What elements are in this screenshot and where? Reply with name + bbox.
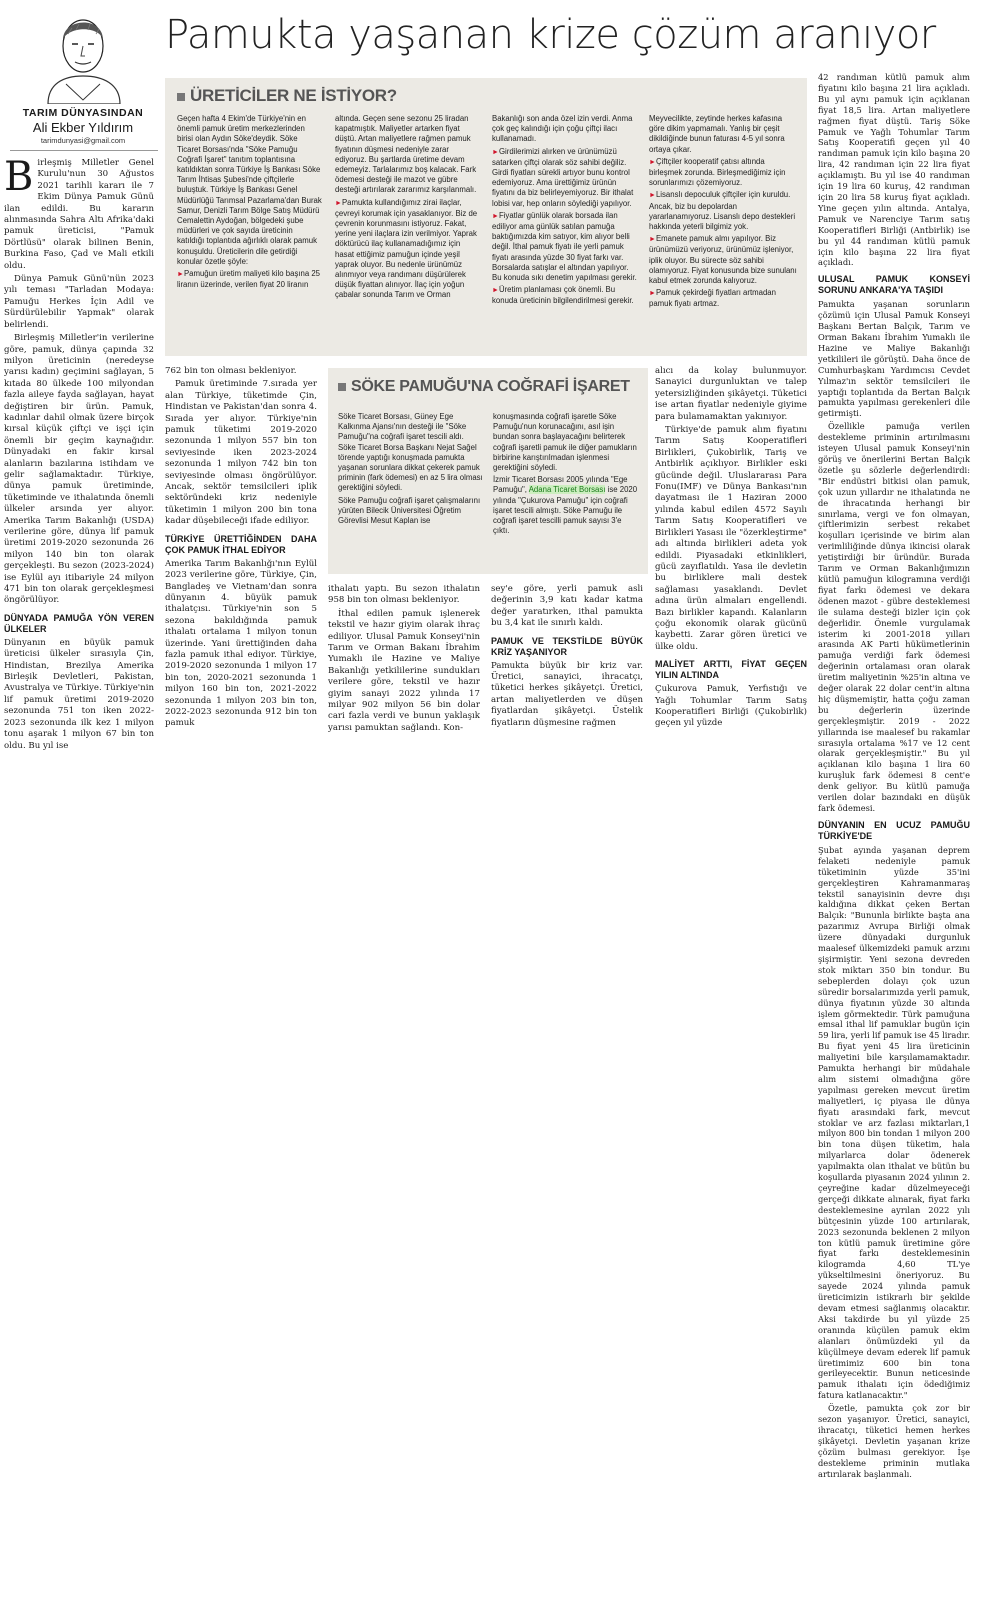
headline: Pamukta yaşanan krize çözüm aranıyor — [165, 12, 936, 58]
paragraph: ithalatı yaptı. Bu sezon ithalatın 958 bin ton olması bekleniyor. — [328, 584, 480, 606]
paragraph: Dünya Pamuk Günü'nün 2023 yılı teması "Tarladan Modaya: Pamuğu Herkes İçin Adil ve Sürdürülebilir Yapmak" olarak belirlendi. — [4, 274, 154, 330]
paragraph: Şubat ayında yaşanan deprem felaketi nedeniyle pamuk tüketiminin yüzde 35'ini gerçekleştiren Kahramanmaraş tekstil sanayisinin devre dışı kaldığına dikkat çeken Bertan Balçık: "Bununla birlikte başta ana pazarımız Avrupa Birliği olmak üzere dünyadaki durgunluk maalesef ülkemizdeki pamuk arzını şişirmiştir. Yeni sezona devreden stok miktarı 350 bin tondur. Bu sebeplerden dolayı çok uzun süredir borsalarımızda yerli pamuk, dünya fiyatının yüzde 30 altında işlem görmektedir. Türk pamuğuna emsal ithal lif pamuklar bugün için 59 lira, yerli lif pamuk ise 45 liradır. Bu fiyat yeni 45 lira üreticinin maliyetini bile karşılamamaktadır. Pamukta herhangi bir müdahale alım sistemi olmadığına göre yapılması gereken mevcut üretim maliyetleri, iç piyasa ile dünya fiyatı arasındaki fark, mevcut stoklar ve arz fazlası miktarları,1 milyon 800 bin tondan 1 milyon 200 bin tona düşen tüketim, hala milyarlarca dolar ödenerek yapılmakta olan ithalat ve bütün bu koşullarda piyasanın 2024 yılının 2. çeyreğine kadar düzelmeyeceği gerçeği dikkate alınarak, fiyat farkı desteklemesine ayrılan 2022 yılı bütçesinin yüzde 100 artırılarak, 2023 sezonunda beklenen 2 milyon ton kütlü pamuk üretimine göre fiyat farkı desteklemesinin kilogramda 4,60 TL'ye yükseltilmesini öneriyoruz. Bu sayede 2024 yılında pamuk üreticimizin istikrarlı bir şekilde devam etmesi sağlanmış olacaktır. Aksi takdirde bu yıl yüzde 25 oranında küçülen pamuk ekim alanları önümüzdeki yıl da küçülmeye devam ederek lif pamuk üretimimiz 600 bin tona gerileyecektir. Bunun neticesinde pamuk ithalatı için ödediğimiz fatura katlanacaktır." — [818, 844, 970, 1401]
arrow-bullet-icon: ► — [492, 148, 499, 156]
arrow-bullet-icon: ► — [492, 287, 499, 295]
byline-rule — [10, 150, 158, 151]
author-portrait — [28, 4, 138, 104]
paragraph: Türkiye'de pamuk alım fiyatını Tarım Satış Kooperatifleri Birlikleri, Çukobirlik, Tariş ve Antbirlik açıklıyor. Birlikler eski gücünde değil. Uluslararası Para Fonu(IMF) ve Dünya Bankası'nın dayatması ile 1 Haziran 2000 yılında kabul edilen 4572 Sayılı Tarım Satış Kooperatifleri ve Birlikleri Yasası ile "özerkleştirme" adı altında birlikleri adeta yok edildi. Piyasadaki etkinlikleri, gücü zayıflatıldı. Yasa ile devletin bu birliklere mali destek sağlaması yasaklandı. Devlet adına ürün almaları engellendi. Bazı birlikler kapandı. Kalanların çoğu ekonomik olarak gücünü kaybetti. Zarar gören üretici ve ülke oldu. — [655, 425, 807, 652]
paragraph: sey'e göre, yerli pamuk asli değerinin 3,9 katı kadar katma değer yaratırken, ithal pamukta bu 3,4 kat ile sınırlı kaldı. — [491, 584, 643, 629]
arrow-bullet-icon: ► — [177, 271, 184, 279]
paragraph: Dünyanın en büyük pamuk üreticisi ülkeler sırasıyla Çin, Hindistan, Brezilya Amerika Birleşik Devletleri, Pakistan, Avustralya ve Türkiye. Türkiye'nin lif pamuk üretimi 2019-2020 sezonunda 751 ton iken 2022-2023 sezonunda ilk kez 1 milyon tonu aşarak 1 milyon 67 bin ton oldu. Bu yıl ise — [4, 637, 154, 751]
paragraph: Amerika Tarım Bakanlığı'nın Eylül 2023 verilerine göre, Türkiye, Çin, Bangladeş ve Vietnam'dan sonra dünyanın 4. büyük pamuk ithalatçısı. Türkiye'nin son 5 sezona bakıldığında pamuk ithalatı ortalama 1 milyon tonun üzerinde. Yani ürettiğinden daha fazla pamuk ithal ediyor. Türkiye, 2019-2020 sezonunda 1 milyon 17 bin ton, 2020-2021 sezonunda 1 milyon 160 bin ton, 2021-2022 sezonunda 1 milyon 203 bin ton, 2022-2023 sezonunda 912 bin ton pamuk — [165, 558, 317, 729]
column-3 — [328, 584, 480, 736]
column-4 — [491, 584, 643, 731]
square-bullet-icon — [177, 93, 185, 101]
column-5 — [655, 366, 807, 732]
arrow-bullet-icon: ► — [649, 192, 656, 200]
paragraph: Pamuk üretiminde 7.sırada yer alan Türkiye, tüketimde Çin, Hindistan ve Pakistan'dan sonra 4. Sırada yer alıyor. Türkiye'nin pamuk tüketimi 2019-2020 sezonunda 1 milyon 557 bin ton seviyesinde iken 2023-2024 sezonunda 1 milyon 742 bin ton seviyesinde olması öngörülüyor. Ancak, sektör temsilcileri iplik sektöründeki kriz nedeniyle tüketimin 1 milyon 200 bin tona kadar düşebileceği ifade ediliyor. — [165, 379, 317, 527]
sidebar-box-producers — [165, 78, 807, 356]
drop-cap: B — [4, 154, 34, 200]
paragraph: İthal edilen pamuk işlenerek tekstil ve hazır giyim olarak ihraç ediliyor. Ulusal Pamuk Konseyi'nin Tarım ve Orman Bakanı İbrahim Yumaklı ile Hazine ve Maliye Bakanlığı yetkililerine sundukları verilere göre, tekstil ve hazır giyim sanayi 2022 yılında 17 milyar 902 milyon 56 bin dolar cari fazla verdi ve bunun yaklaşık yarısı pamuktan sağlandı. Kon- — [328, 608, 480, 733]
box-column: konuşmasında coğrafi işaretle Söke Pamuğu'nun korunacağını, asıl işin bundan sonra başlayacağını belirterek coğrafi işaretli pamuk ile diğer pamukların birbirine karıştırılmadan işlenmesi gerektiğini söyledi. İzmir Ticaret Borsası 2005 yılında "Ege Pamuğu", Adana Ticaret Borsası ise 2020 yılında "Çukurova Pamuğu" için coğrafi işaret tescili almıştı. Söke Pamuğu ile coğrafi işaret tescilli pamuk sayısı 3'e çıktı. — [493, 412, 638, 536]
subheading: PAMUK VE TEKSTİLDE BÜYÜK KRİZ YAŞANIYOR — [491, 635, 643, 657]
sidebar-box-soke-cotton — [328, 368, 648, 574]
paragraph: Pamukta yaşanan sorunların çözümü için Ulusal Pamuk Konseyi Başkanı Bertan Balçık, Tarım ve Orman Bakanı İbrahim Yumaklı ile Hazine ve Maliye Bakanlığı yetkilileri ile görüştü. Daha önce de Cumhurbaşkanı Yardımcısı Cevdet Yılmaz'ın sektör temsilcileri ile yaptığı toplantıda da Bertan Balçık pamukta yapılması gerekenleri dile getirmişti. — [818, 299, 970, 419]
column-2 — [165, 366, 317, 732]
paragraph: Çukurova Pamuk, Yerfıstığı ve Yağlı Tohumlar Tarım Satış Kooperatifleri Birliği (Çukobirlik) geçen yıl yüzde — [655, 684, 807, 729]
paragraph: alıcı da kolay bulunmuyor. Sanayici durgunluktan ve talep yetersizliğinden şikâyetçi. Tüketici ise artan fiyatlar nedeniyle giyime para bulamamaktan yakınıyor. — [655, 366, 807, 422]
byline-column-name: TARIM DÜNYASINDAN — [22, 107, 144, 119]
arrow-bullet-icon: ► — [649, 158, 656, 166]
arrow-bullet-icon: ► — [492, 212, 499, 220]
box-title: SÖKE PAMUĞU'NA COĞRAFİ İŞARET — [338, 378, 630, 396]
highlighted-text: Adana Ticaret Borsası — [528, 485, 606, 495]
paragraph: Pamukta büyük bir kriz var. Üretici, sanayici, ihracatçı, tüketici herkes şikâyetçi. Üretici, artan maliyetlerden ve düşen fiyatlardan şikâyetçi. Üstelik fiyatların düşmesine rağmen — [491, 660, 643, 728]
subheading: DÜNYANIN EN UCUZ PAMUĞU TÜRKİYE'DE — [818, 819, 970, 841]
paragraph: 42 randıman kütlü pamuk alım fiyatını kilo başına 21 lira açıkladı. Bu yıl aynı pamuk için açıklanan fiyat 18,5 lira. Artan maliyetlere rağmen fiyat düştü. Tariş Söke Pamuk ve Yağlı Tohumlar Tarım Satış Kooperatifi geçen yıl 40 randıman pamuk için kilo başına 20 lira, 42 randıman için 22 lira fiyat açıklamıştı. Bu yıl ise 40 randıman için 19 lira 60 kuruş, 42 randıman için 20 lira 58 kuruş fiyat açıkladı. Yine geçen yılın altında. Antalya, Pamuk ve Narenciye Tarım satış Kooperatifleri Birliği (Antbirlik) ise bu yıl 44 randıman kütlü pamuk için kilo başına 22 lira fiyat açıkladı. — [818, 72, 970, 268]
box-column: Bakanlığı son anda özel izin verdi. Anma çok geç kalındığı için çoğu çiftçi ilacı kullanamadı. ►Girdilerimizi alırken ve ürünümüzü satarken çiftçi olarak söz sahibi değiliz. Girdi fiyatları sürekli artıyor bunu kontrol edemiyoruz. Ama ürettiğimiz ürünün fiyatını da biz belirleyemiyoruz. Bir ithalat lobisi var, hep onların söylediği yapılıyor. ►Fiyatlar günlük olarak borsada ilan ediliyor ama günlük satılan pamuğa baktığımızda kim satıyor, kim alıyor belli değil. İthal pamuk fiyatı ile yerli pamuk fiyatı arasında yüzde 30 fiyat farkı var. Borsalarda satışlar el altından yapılıyor. Bu konuda sıkı denetim yapılması gerekir. ►Üretim planlaması çok önemli. Bu konuda üreticinin bilgilendirilmesi gerekir. — [492, 114, 637, 306]
subheading: DÜNYADA PAMUĞA YÖN VEREN ÜLKELER — [4, 612, 154, 634]
subheading: TÜRKİYE ÜRETTİĞİNDEN DAHA ÇOK PAMUK İTHAL EDİYOR — [165, 533, 317, 555]
paragraph: 762 bin ton olması bekleniyor. — [165, 366, 297, 376]
arrow-bullet-icon: ► — [335, 199, 342, 207]
byline-author: Ali Ekber Yıldırım — [32, 120, 134, 135]
intro-paragraph: Birleşmiş Milletler Genel Kurulu'nun 30 Ağustos 2021 tarihli kararı ile 7 Ekim Dünya Pamuk Günü ilan edildi. Bu kararın alınmasında Sahra Altı Afrika'daki pamuk üreticisi, "Pamuk Dörtlüsü" olarak bilinen Benin, Burkina Faso, Çad ve Mali etkili oldu. — [4, 154, 154, 271]
paragraph: Özellikle pamuğa verilen destekleme priminin artırılmasını isteyen Ulusal pamuk Konseyi'nin görüş ve önerilerini Bertan Balçık özetle şu sözlerle değerlendirdi: "Bir endüstri bitkisi olan pamuk, çok uzun yıllardır ne ithalatında ne de ihracatında herhangi bir sınırlama, vergi ve fon olmayan, çiftlerimizin serbest rekabet koşulları içerisinde ve birim alan verimliliğinde dünya ikincisi olarak yetiştirdiği bir üründür. Burada Tarım ve Orman Bakanlığımızın kütlü pamuğun kilogramına verdiği fiyat farkı ödemesi ve dekara ödenen mazot - gübre desteklemesi ile sulama desteği bizler için çok değerlidir. Önemle vurgulamak isterim ki 2001-2018 yılları arasında AK Parti hükümetlerinin pamuğa verdiği fark ödemesi değerinin ortalaması oran olarak üretim maliyetinin %25'in altına ve değer olarak 22 dolar cent'in altına hiç düşmemiştir, hatta çoğu zaman bu değerlerin üzerinde gerçekleşmiştir. 2019 - 2022 yıllarında ise maalesef bu rakamlar sırasıyla ortalama %17 ve 12 cent olarak gerçekleşmiştir." Bu yıl açıklanan kilo başına 1 lira 60 kuruşluk fark ödemesi 8 cent'e denk geliyor. Bu kütlü pamuğa verilen dolar bazındaki en düşük fark ödemesi. — [818, 421, 970, 813]
arrow-bullet-icon: ► — [649, 290, 656, 298]
paragraph: Birleşmiş Milletler'in verilerine göre, pamuk, dünya çapında 32 milyon üreticinin (neredeyse yarısı kadın) geçimini sağlayan, 5 kıtada 80 ülkede 100 milyondan fazla aileye fayda sağlayan, hayat değiştiren bir ürün. Pamuk, kadınlar dahil olmak üzere birçok kırsal küçük çiftçi ve işçi için önemli bir geçim kaynağıdır. Dünyadaki en fakir kırsal alanların bazılarına istihdam ve gelir sağlamaktadır. Türkiye, dünya pamuk üretiminde, tüketiminde ve ithalatında önemli ülkeler arsında yer alıyor. Amerika Tarım Bakanlığı (USDA) verilerine göre, dünya lif pamuk üretimi 2019-2020 sezonunda 26 milyon 140 bin ton olarak gerçekleşti. Bu sezon (2023-2024) ise Eylül ayı itibariyle 24 milyon 471 bin ton olarak gerçekleşmesi öngörülüyor. — [4, 333, 154, 606]
byline-email: tarimdunyasi@gmail.com — [40, 136, 126, 145]
box-title: ÜRETİCİLER NE İSTİYOR? — [177, 86, 397, 106]
box-column: Söke Ticaret Borsası, Güney Ege Kalkınma Ajansı'nın desteği ile "Söke Pamuğu"na coğrafi işaret tescili aldı. Söke Ticaret Borsa Başkanı Nejat Sağel törende yaptığı konuşmada pamukta yaşanan sorunlara dikkat çekerek pamuk priminin (fark ödemesi) en az 5 lira olması gerektiğini söyledi. Söke Pamuğu coğrafi işaret çalışmalarını yürüten Bilecik Üniversitesi Öğretim Görevlisi Mesut Kaplan ise — [338, 412, 483, 526]
box-column: altında. Geçen sene sezonu 25 liradan kapatmıştık. Maliyetler artarken fiyat düştü. Artan maliyetlere rağmen pamuk fiyatının düşmesi nedeniyle zarar ediyoruz. Bu şartlarda üretime devam edemeyiz. Tarlalarımız boş kalacak. Fark ödemesi desteği ile mazot ve gübre desteği artırılarak zararımız karşılanmalı. ►Pamukta kullandığımız zirai ilaçlar, çevreyi korumak için yasaklanıyor. Biz de çevrenin korunmasını istiyoruz. Fakat, yerine yeni ilaçlara izin verilmiyor. Yaprak döktürücü ilaç kullanamadığımız için hasat ettiğimiz pamuğun içinde yeşil yaprak oluyor. Bu nedenle ürünümüz alınmıyor veya randımanı düşürülerek düşük fiyattan alınıyor. İlaç için yoğun çabalar sonunda Tarım ve Orman — [335, 114, 478, 300]
column-1 — [4, 154, 154, 754]
box-column: Meyvecilikte, zeytinde herkes kafasına göre dikim yapmamalı. Yanlış bir çeşit dikildiğinde bunun faturası 4-5 yıl sonra ortaya çıkar. ►Çiftçiler kooperatif çatısı altında birleşmek zorunda. Birleşmediğimiz için sorunlarımızı çözemiyoruz. ►Lisanslı depoculuk çiftçiler için kuruldu. Ancak, biz bu depolardan yararlanamıyoruz. Lisanslı depo destekleri hakkında yeterli bilgimiz yok. ►Emanete pamuk almı yapılıyor. Biz ürünümüzü veriyoruz, ürünümüz işleniyor, iplik oluyor. Bu sürecte söz sahibi olamıyoruz. Fiyat konusunda bize sunulanı kabul etmek zorunda kalıyoruz. ►Pamuk çekirdeği fiyatları artmadan pamuk fiyatı artmaz. — [649, 114, 797, 309]
arrow-bullet-icon: ► — [649, 236, 656, 244]
square-bullet-icon — [338, 383, 346, 391]
subheading: MALİYET ARTTI, FİYAT GEÇEN YILIN ALTINDA — [655, 659, 807, 681]
column-6 — [818, 72, 970, 1481]
paragraph: Özetle, pamukta çok zor bir sezon yaşanıyor. Üretici, sanayici, ihracatçı, tüketici hemen herkes şikâyetçi. Devletin yaşanan krize çözüm bulması gerekiyor. İşe destekleme priminin mutlaka artırılarak başlanmalı. — [818, 1403, 970, 1479]
box-column: Geçen hafta 4 Ekim'de Türkiye'nin en önemli pamuk üretim merkezlerinden birisi olan Aydın Söke'deydik. Söke Ticaret Borsası'nda "Söke Pamuğu Coğrafi İşaret" tanıtım toplantısına katıldıktan sonra Türkiye İş Bankası Söke Tarım İhtisas Şubesi'nde çiftçilerle buluştuk. Türkiye İş Bankası Genel Müdürlüğü Tarımsal Pazarlama'dan Burak Samur, Denizli Tarım Bölge Satış Müdürü Cemalettin Aydoğan, bölgedeki şube müdürleri ve çok sayıda üreticinin katıldığı toplantıda ağırlıklı olarak pamuk konuşuldu. Üreticilerin dile getirdiği konular özetle şöyle: ►Pamuğun üretim maliyeti kilo başına 25 liranın üzerinde, verilen fiyat 20 liranın — [177, 114, 322, 290]
subheading: ULUSAL PAMUK KONSEYİ SORUNU ANKARA'YA TAŞIDI — [818, 274, 970, 296]
